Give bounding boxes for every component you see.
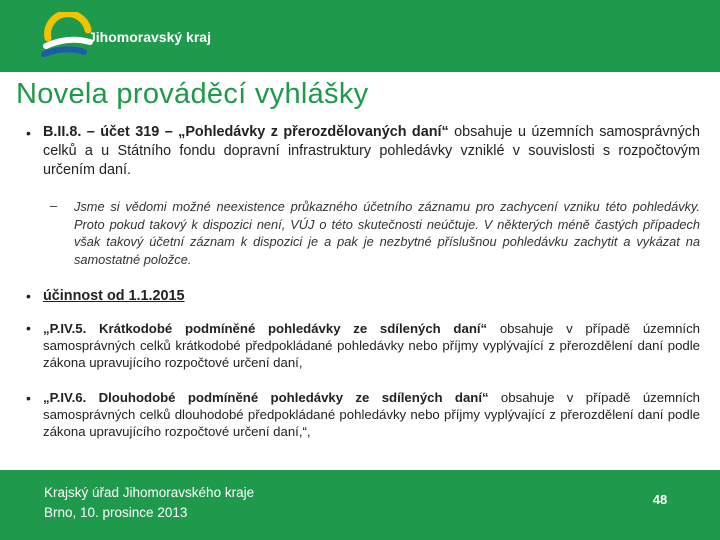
dash-marker: –	[50, 198, 58, 213]
item-bold-label: B.II.8. – účet 319 – „Pohledávky z přerozdělovaných daní“	[43, 124, 449, 140]
bullet-item-effective-date	[43, 287, 700, 306]
bullet-marker: •	[26, 320, 31, 336]
slide-title: Novela prováděcí vyhlášky	[16, 78, 369, 110]
page-number: 48	[652, 492, 668, 507]
footer-date: Brno, 10. prosince 2013	[44, 505, 188, 520]
effective-date-label: účinnost od 1.1.2015	[43, 288, 185, 304]
item-body-text: obsahuje v případě územních samosprávných celků dlouhodobé předpokládané pohledávky nebo příjmy vyplývající z přerozdělení daní podle zákona upravujícího rozpočtové určení daní,“,	[43, 390, 700, 439]
bullet-item-p-iv-6	[43, 389, 700, 440]
item-body-text: obsahuje u územních samosprávných celků a u Státního fondu dopravní infrastruktury pohledávky vzniklé v souvislosti s rozpočtovým určením daní.	[43, 124, 701, 178]
header-bar	[0, 0, 720, 72]
bullet-item-p-iv-5	[43, 320, 700, 371]
bullet-marker: •	[26, 288, 31, 304]
bullet-item-b-ii-8	[43, 123, 700, 180]
footer-office-name: Krajský úřad Jihomoravského kraje	[44, 485, 255, 500]
item-body-text: obsahuje v případě územních samosprávných celků krátkodobé předpokládané pohledávky nebo příjmy vyplývající z přerozdělení daní podle zákona upravujícího rozpočtové určení daní,	[43, 321, 700, 370]
bullet-marker: •	[26, 390, 31, 406]
bullet-marker: •	[26, 125, 31, 141]
item-bold-label: „P.IV.6. Dlouhodobé podmíněné pohledávky ze sdílených daní“	[43, 390, 489, 405]
item-bold-label: „P.IV.5. Krátkodobé podmíněné pohledávky ze sdílených daní“	[43, 321, 488, 336]
sub-item-note: Jsme si vědomi možné neexistence průkazného účetního záznamu pro zachycení vzniku této pohledávky. Proto pokud takový k dispozici není, VÚJ o této skutečnosti neúčtuje. V některých méně častých případech však takový účetní záznam k dispozici je a pak je nezbytné příslušnou pohledávku zachytit a vykázat na samostatné položce.	[74, 199, 700, 267]
logo-text: Jihomoravský kraj	[88, 29, 211, 45]
